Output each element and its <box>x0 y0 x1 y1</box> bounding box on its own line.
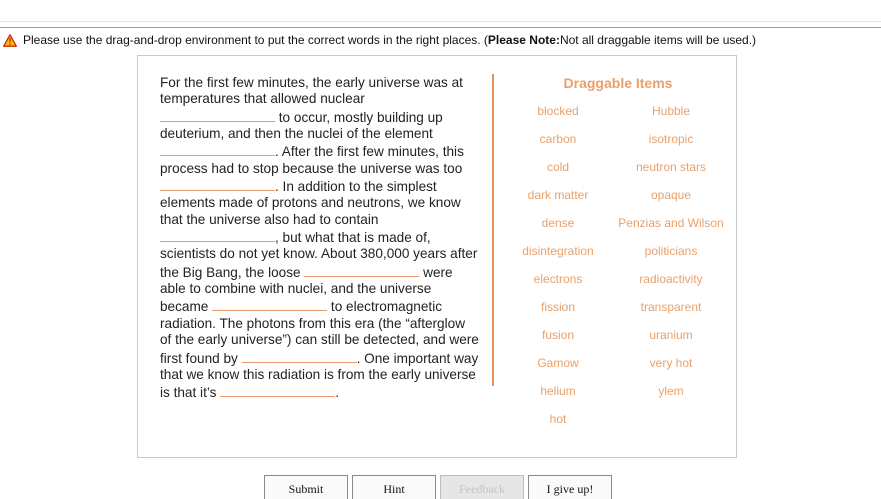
drag-drop-panel <box>137 55 737 458</box>
draggable-item[interactable]: opaque <box>650 188 692 202</box>
draggable-item[interactable]: carbon <box>539 132 577 146</box>
draggable-column-right <box>606 103 736 411</box>
draggable-item[interactable]: neutron stars <box>635 160 707 174</box>
drop-blank-7[interactable] <box>242 349 357 363</box>
passage-text-5: , but what that is made of, scientists do not yet know. About 380,000 years after the Big Bang, the loose <box>160 230 478 280</box>
action-buttons <box>264 475 612 499</box>
notice-bold: Please Note: <box>487 33 560 47</box>
draggable-item[interactable]: blocked <box>537 104 579 118</box>
draggable-item[interactable]: fusion <box>541 328 575 342</box>
draggable-item[interactable]: disintegration <box>522 244 594 258</box>
draggable-item[interactable]: transparent <box>640 300 702 314</box>
drop-blank-2[interactable] <box>160 142 275 156</box>
drop-blank-6[interactable] <box>212 297 327 311</box>
draggable-item[interactable]: dark matter <box>527 188 589 202</box>
draggable-item[interactable]: ylem <box>658 384 684 398</box>
draggable-item[interactable]: Hubble <box>651 104 691 118</box>
draggable-item[interactable]: cold <box>546 160 569 174</box>
draggable-items-title: Draggable Items <box>563 75 673 91</box>
passage-text-3: . After the first few minutes, this process had to stop because the universe was too <box>160 144 464 176</box>
passage-text-9: . <box>335 385 339 401</box>
warning-icon <box>3 34 17 47</box>
draggable-item[interactable]: Penzias and Wilson <box>618 216 724 230</box>
draggable-item[interactable]: dense <box>541 216 575 230</box>
draggable-item[interactable]: very hot <box>649 356 693 370</box>
passage-text-1: For the first few minutes, the early universe was at temperatures that allowed nuclear <box>160 75 463 107</box>
notice-prefix: Please use the drag-and-drop environment to put the correct words in the right places. ( <box>23 33 488 47</box>
cloze-passage <box>160 75 480 402</box>
drop-blank-1[interactable] <box>160 108 275 122</box>
draggable-item[interactable]: electrons <box>533 272 583 286</box>
notice-suffix: Not all draggable items will be used.) <box>559 33 757 47</box>
draggable-item[interactable]: hot <box>549 412 567 426</box>
draggable-item[interactable]: politicians <box>644 244 698 258</box>
draggable-item[interactable]: fission <box>540 300 575 314</box>
draggable-item[interactable]: helium <box>540 384 576 398</box>
top-rule <box>0 27 881 28</box>
passage-text-8: . One important way that we know this radiation is from the early universe is that it’s <box>160 350 479 401</box>
feedback-button[interactable]: Feedback <box>440 475 524 499</box>
give-up-button[interactable]: I give up! <box>528 475 612 499</box>
draggable-item[interactable]: isotropic <box>648 132 694 146</box>
instructions-notice <box>3 32 756 48</box>
drop-blank-4[interactable] <box>160 228 275 242</box>
draggable-item[interactable]: radioactivity <box>639 272 703 286</box>
drop-blank-8[interactable] <box>220 383 335 397</box>
submit-button[interactable]: Submit <box>264 475 348 499</box>
passage-text-4: . In addition to the simplest elements made of protons and neutrons, we know that the universe also had to contain <box>160 179 461 227</box>
draggable-item[interactable]: Gamow <box>537 356 579 370</box>
drop-blank-3[interactable] <box>160 177 275 191</box>
draggable-column-left <box>493 103 623 439</box>
passage-text-2: to occur, mostly building up deuterium, and then the nuclei of the element <box>160 109 443 142</box>
passage-text-7: to electromagnetic radiation. The photons from this era (the “afterglow of the early universe”) can still be detected, and were first found by <box>160 299 479 366</box>
top-divider <box>0 21 881 22</box>
passage-text-6: were able to combine with nuclei, and the universe became <box>160 264 453 315</box>
drop-blank-5[interactable] <box>304 263 419 277</box>
draggable-item[interactable]: uranium <box>649 328 693 342</box>
hint-button[interactable]: Hint <box>352 475 436 499</box>
